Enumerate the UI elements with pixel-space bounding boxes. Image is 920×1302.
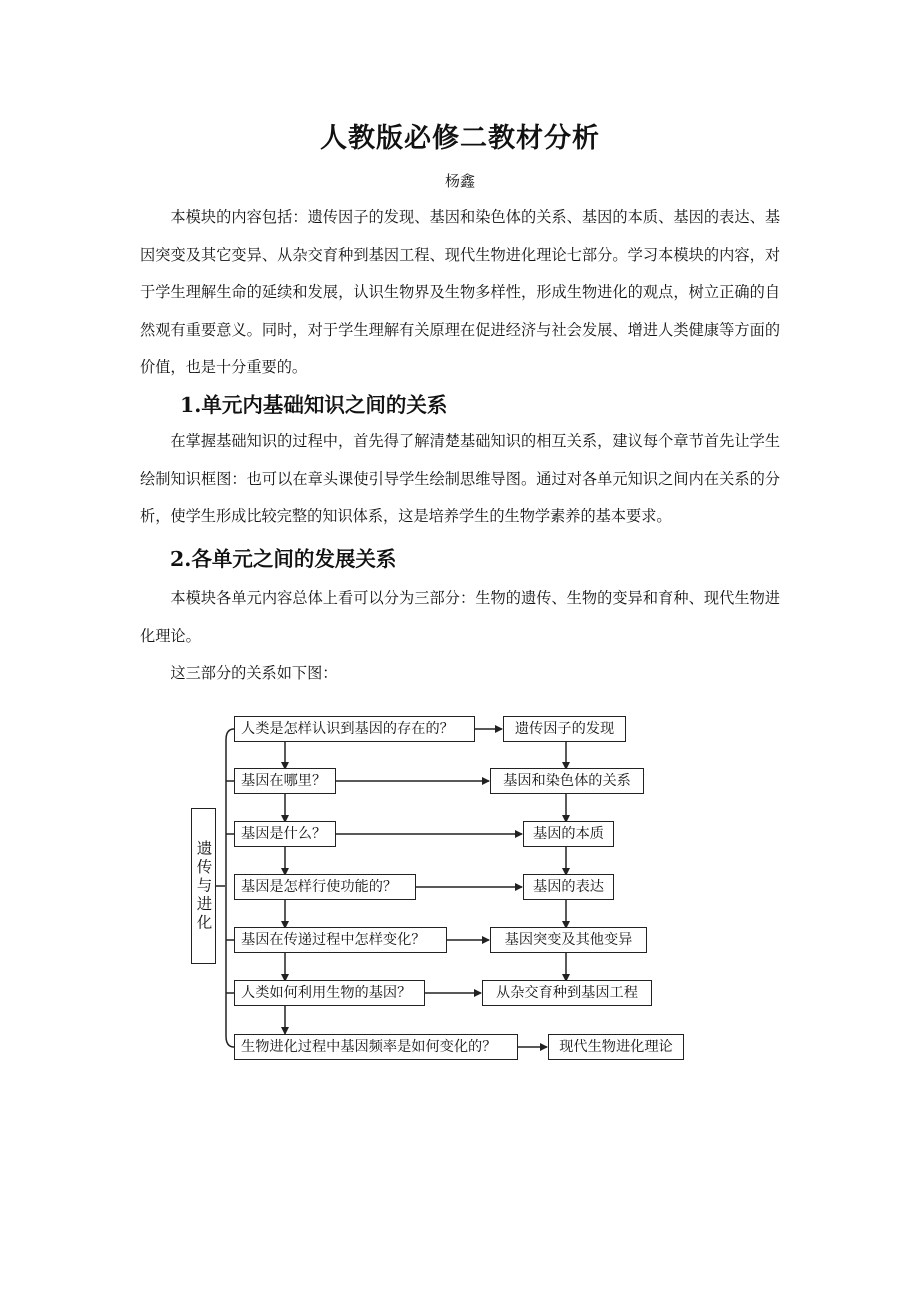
question-box: 基因是怎样行使功能的？ bbox=[234, 874, 416, 900]
section-2-paragraph: 本模块各单元内容总体上看可以分为三部分：生物的遗传、生物的变异和育种、现代生物进化理论。 bbox=[140, 589, 780, 645]
page-title: 人教版必修二教材分析 bbox=[320, 123, 600, 154]
question-box: 人类如何利用生物的基因？ bbox=[234, 980, 425, 1006]
root-box: 遗传与进化 bbox=[191, 808, 216, 964]
bracket-line bbox=[226, 729, 234, 1047]
section-2-heading: 2.各单元之间的发展关系 bbox=[170, 547, 397, 571]
chapter-box: 基因的本质 bbox=[523, 821, 614, 847]
question-box: 生物进化过程中基因频率是如何变化的？ bbox=[234, 1034, 518, 1060]
diagram-caption: 这三部分的关系如下图： bbox=[170, 664, 338, 682]
question-box: 基因在哪里？ bbox=[234, 768, 336, 794]
intro-paragraph: 本模块的内容包括：遗传因子的发现、基因和染色体的关系、基因的本质、基因的表达、基因突变及其它变异、从杂交育种到基因工程、现代生物进化理论七部分。学习本模块的内容，对于学生理解生命的延续和发展，认识生物界及生物多样性，形成生物进化的观点，树立正确的自然观有重要意义。同时，对于学生理解有关原理在促进经济与社会发展、增进人类健康等方面的价值，也是十分重要的。 bbox=[140, 208, 780, 376]
section-1-heading: 1.单元内基础知识之间的关系 bbox=[180, 393, 448, 417]
question-box: 基因在传递过程中怎样变化？ bbox=[234, 927, 447, 953]
chapter-box: 现代生物进化理论 bbox=[548, 1034, 684, 1060]
chapter-box: 基因的表达 bbox=[523, 874, 614, 900]
section-1-paragraph: 在掌握基础知识的过程中，首先得了解清楚基础知识的相互关系，建议每个章节首先让学生绘制知识框图：也可以在章头课使引导学生绘制思维导图。通过对各单元知识之间内在关系的分析，使学生形成比较完整的知识体系，这是培养学生的生物学素养的基本要求。 bbox=[140, 432, 780, 525]
chapter-box: 遗传因子的发现 bbox=[503, 716, 626, 742]
chapter-box: 基因突变及其他变异 bbox=[490, 927, 647, 953]
author-name: 杨鑫 bbox=[444, 172, 475, 190]
question-box: 人类是怎样认识到基因的存在的？ bbox=[234, 716, 475, 742]
question-box: 基因是什么？ bbox=[234, 821, 336, 847]
chapter-box: 基因和染色体的关系 bbox=[490, 768, 644, 794]
chapter-box: 从杂交育种到基因工程 bbox=[482, 980, 652, 1006]
